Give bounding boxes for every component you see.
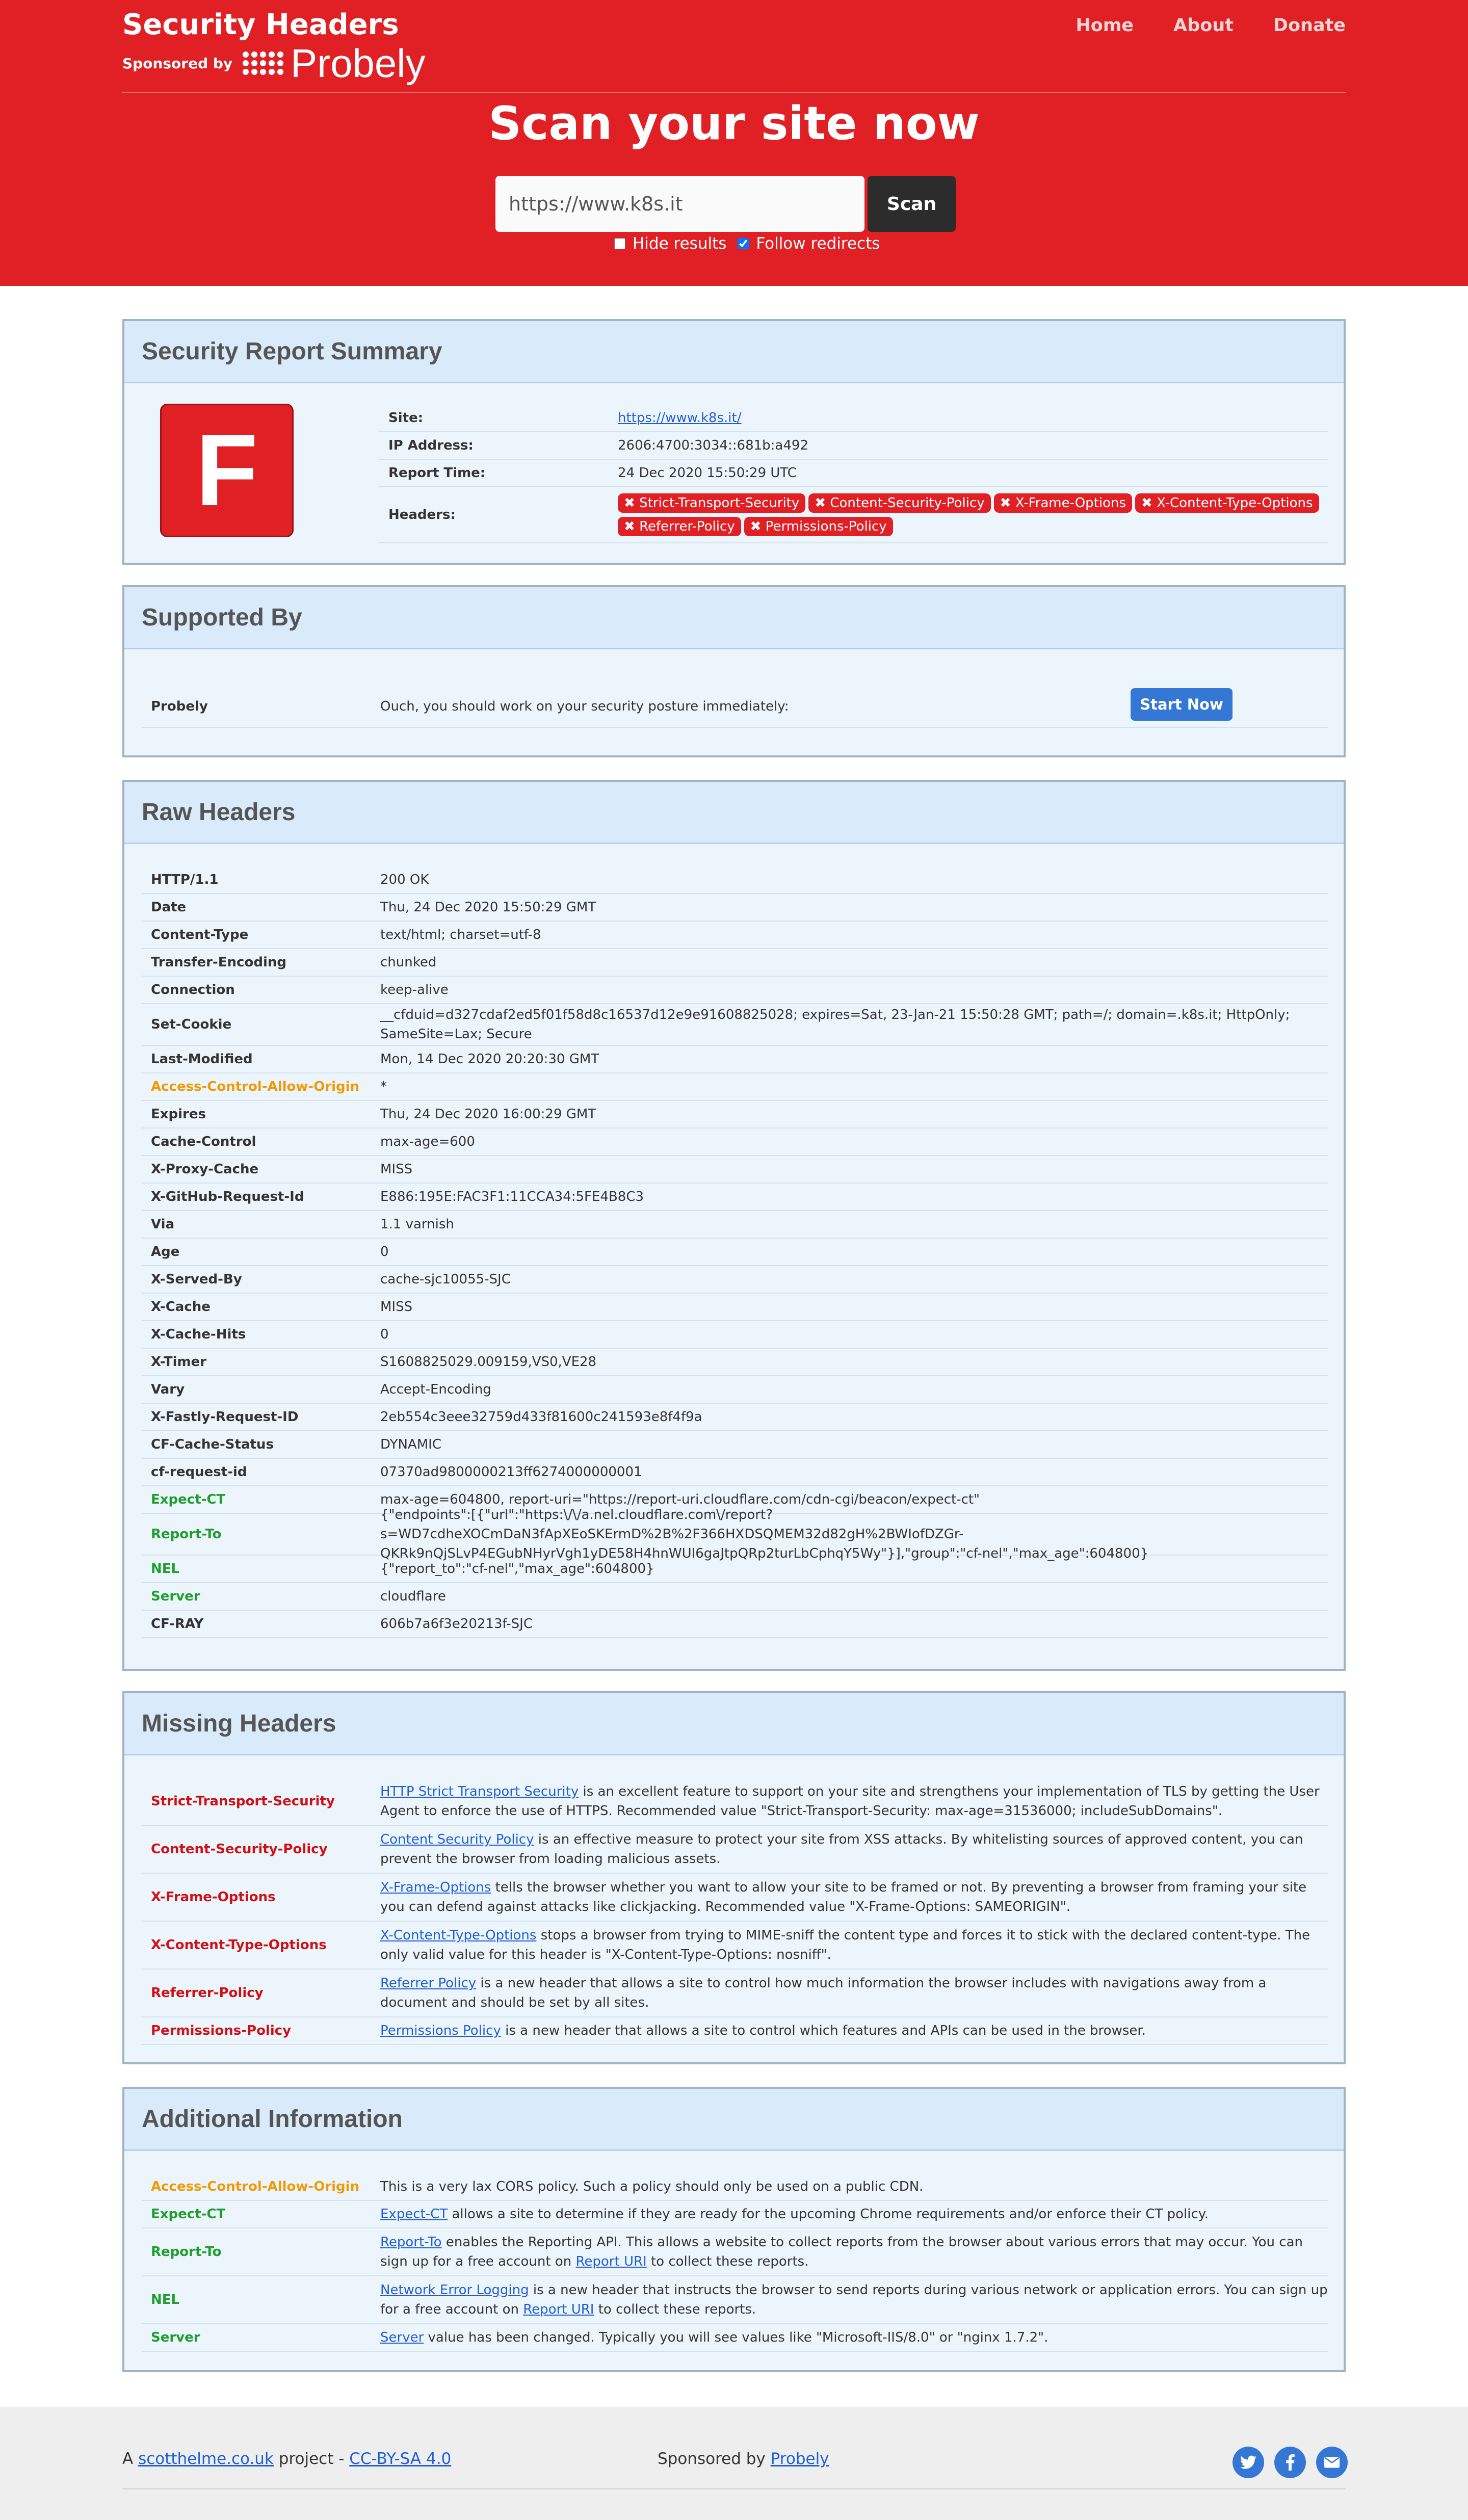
site-logo-title[interactable]: Security Headers [122,8,399,41]
supported-by-panel [122,585,1346,757]
additional-info-text: to collect these reports. [594,2302,756,2317]
cross-icon: ✖ [1141,495,1157,511]
additional-info-name: Access-Control-Allow-Origin [151,2179,360,2194]
additional-info-name: Expect-CT [151,2207,226,2222]
badge-label: X-Frame-Options [1015,495,1126,511]
additional-info-description [380,2233,1328,2271]
raw-header-name: Transfer-Encoding [151,955,286,970]
badge-label: Permissions-Policy [765,519,887,534]
cross-icon: ✖ [1000,495,1015,511]
summary-key: Site: [388,410,424,426]
scan-url-input[interactable] [495,176,864,232]
sponsor-line [122,43,426,84]
raw-header-row [142,1101,1328,1128]
missing-header-doc-link[interactable]: Referrer Policy [380,1976,477,1991]
missing-header-description [380,1974,1328,2012]
raw-header-name: Access-Control-Allow-Origin [151,1079,360,1094]
footer-middle: project - [273,2450,350,2468]
probely-logo-text[interactable]: Probely [291,41,426,86]
hide-results-checkbox[interactable] [614,238,625,249]
missing-header-row [142,1922,1328,1970]
badge-label: Referrer-Policy [639,519,735,534]
additional-info-text: value has been changed. Typically you will see values like "Microsoft-IIS/8.0" or "nginx 1.7.2". [424,2330,1048,2345]
missing-header-name: X-Content-Type-Options [151,1937,327,1953]
additional-info-link[interactable]: Server [380,2330,424,2345]
missing-header-badge [808,493,990,513]
footer-credit [122,2450,451,2468]
raw-header-name: X-Cache-Hits [151,1327,246,1342]
raw-header-row [142,1266,1328,1294]
header-divider [122,92,1346,93]
raw-header-row [142,1046,1328,1073]
raw-header-value: keep-alive [380,982,449,998]
additional-info-row [142,2276,1328,2324]
probely-link[interactable]: Probely [770,2450,829,2468]
raw-header-value: cache-sjc10055-SJC [380,1272,511,1287]
raw-header-name: X-Served-By [151,1272,242,1287]
raw-header-value: 2eb554c3eee32759d433f81600c241593e8f4f9a [380,1409,702,1425]
additional-info-text: enables the Reporting API. This allows a website to collect reports from the browser about various errors that may occur. You can sign up for a free account on [380,2235,1303,2269]
footer-sponsor-prefix: Sponsored by [658,2450,771,2468]
top-nav [1036,15,1346,36]
raw-header-row [142,977,1328,1004]
raw-header-name: X-Cache [151,1299,211,1315]
additional-info-text: is a new header that instructs the browser to send reports during various network or application errors. You can sign up for a free account on [380,2282,1328,2317]
summary-key: Headers: [388,507,456,522]
raw-header-value: 0 [380,1244,389,1259]
missing-header-badge [618,517,741,536]
raw-header-name: X-Timer [151,1354,207,1370]
missing-headers-panel [122,1691,1346,2064]
raw-headers-panel [122,780,1346,1671]
raw-header-value: MISS [380,1299,413,1315]
scan-title: Scan your site now [488,97,980,150]
summary-value: 24 Dec 2020 15:50:29 UTC [618,465,797,481]
raw-header-name: Cache-Control [151,1134,256,1149]
panel-heading: Supported By [124,587,1344,649]
missing-header-description [380,2021,1328,2040]
site-footer [0,2407,1468,2520]
sponsored-by-label: Sponsored by [122,55,233,72]
license-link[interactable]: CC-BY-SA 4.0 [349,2450,452,2468]
raw-header-name: Report-To [151,1527,222,1542]
missing-header-text: stops a browser from trying to MIME-sniff the content type and forces it to stick with the declared content-type. The only valid value for this header is "X-Content-Type-Options: nosniff". [380,1928,1310,1962]
grade-badge: F [160,404,294,537]
raw-header-name: X-GitHub-Request-Id [151,1189,304,1204]
raw-header-row [142,1349,1328,1376]
scan-button[interactable]: Scan [868,176,956,232]
probely-logo-icon[interactable] [243,51,283,75]
missing-header-badge [744,517,893,536]
raw-header-value: * [380,1079,387,1094]
raw-header-name: cf-request-id [151,1464,247,1480]
missing-header-text: is a new header that allows a site to control how much information the browser includes with navigations away from a document and should be set by all sites. [380,1976,1267,2010]
panel-heading: Additional Information [124,2089,1344,2151]
additional-info-description [380,2280,1328,2319]
raw-header-name: NEL [151,1561,180,1577]
email-icon[interactable] [1316,2447,1348,2478]
raw-header-row [142,1239,1328,1266]
nav-donate[interactable]: Donate [1273,15,1346,36]
raw-header-name: X-Proxy-Cache [151,1162,259,1177]
follow-redirects-checkbox[interactable] [738,238,749,249]
missing-header-description [380,1878,1328,1917]
additional-info-description [380,2328,1328,2347]
cross-icon: ✖ [624,495,640,511]
raw-header-name: Connection [151,982,235,998]
footer-divider [122,2488,1346,2489]
raw-header-row [142,1459,1328,1486]
missing-header-doc-link[interactable]: X-Frame-Options [380,1880,491,1895]
raw-header-value: S1608825029.009159,VS0,VE28 [380,1354,597,1370]
additional-info-text: allows a site to determine if they are ready for the upcoming Chrome requirements and/or enforce their CT policy. [448,2207,1209,2222]
raw-header-row [142,867,1328,894]
raw-header-row [142,1004,1328,1046]
raw-header-row [142,1321,1328,1349]
raw-header-row [142,1507,1328,1561]
additional-info-row [142,2173,1328,2201]
twitter-icon[interactable] [1233,2447,1264,2478]
raw-header-name: HTTP/1.1 [151,872,219,887]
summary-value [618,408,1328,428]
additional-info-name: Report-To [151,2244,222,2260]
raw-header-name: Expect-CT [151,1492,226,1507]
additional-information-panel [122,2087,1346,2372]
additional-info-link[interactable]: Network Error Logging [380,2282,529,2298]
raw-header-name: Server [151,1589,200,1604]
missing-header-badge [618,493,805,513]
missing-header-badge [1135,493,1319,513]
raw-header-name: CF-Cache-Status [151,1437,274,1452]
panel-heading: Raw Headers [124,782,1344,844]
raw-header-name: Last-Modified [151,1052,253,1067]
panel-heading: Missing Headers [124,1693,1344,1755]
additional-info-description [380,2204,1328,2224]
raw-header-value: __cfduid=d327cdaf2ed5f01f58d8c16537d12e9e91608825028; expires=Sat, 23-Jan-21 15:50:28 GMT; path=/; domain=.k8s.it; HttpOnly; SameSite=Lax; Secure [380,1007,1290,1042]
additional-info-text: This is a very lax CORS policy. Such a policy should only be used on a public CDN. [380,2179,924,2194]
missing-header-name: Strict-Transport-Security [151,1794,335,1809]
raw-header-row [142,1404,1328,1431]
missing-header-name: X-Frame-Options [151,1889,276,1905]
social-links [1233,2447,1358,2478]
start-now-button[interactable]: Start Now [1131,688,1233,721]
missing-header-name: Content-Security-Policy [151,1842,328,1857]
additional-info-name: NEL [151,2292,180,2307]
missing-header-badge [994,493,1132,513]
cross-icon: ✖ [750,519,766,534]
missing-header-text: is an effective measure to protect your site from XSS attacks. By whitelisting sources of approved content, you can prevent the browser from loading malicious assets. [380,1832,1303,1867]
supporter-message: Ouch, you should work on your security posture immediately: [380,699,789,714]
follow-redirects-option[interactable] [738,234,880,253]
raw-header-value: Thu, 24 Dec 2020 15:50:29 GMT [380,900,596,915]
missing-header-row [142,1970,1328,2017]
raw-header-value: Thu, 24 Dec 2020 16:00:29 GMT [380,1107,596,1122]
nav-home[interactable]: Home [1076,15,1134,36]
additional-info-row [142,2324,1328,2352]
additional-info-row [142,2228,1328,2276]
cross-icon: ✖ [815,495,830,511]
panel-heading: Security Report Summary [124,321,1344,383]
raw-header-row [142,1184,1328,1211]
raw-header-value: Mon, 14 Dec 2020 20:20:30 GMT [380,1052,599,1067]
raw-header-value: max-age=600 [380,1134,475,1149]
summary-value: 2606:4700:3034::681b:a492 [618,438,808,453]
additional-information-table [142,2173,1328,2352]
additional-info-link[interactable]: Expect-CT [380,2207,448,2222]
raw-header-value: MISS [380,1162,413,1177]
scotthelme-link[interactable]: scotthelme.co.uk [138,2450,274,2468]
raw-header-value: chunked [380,955,437,970]
raw-header-name: Age [151,1244,180,1259]
badge-label: Content-Security-Policy [830,495,985,511]
raw-header-value: 1.1 varnish [380,1217,454,1232]
raw-header-value: 0 [380,1327,389,1342]
hide-results-option[interactable] [614,234,726,253]
footer-sponsor [658,2450,829,2468]
badge-label: Strict-Transport-Security [639,495,800,511]
raw-header-value: cloudflare [380,1589,446,1604]
facebook-icon[interactable] [1274,2447,1306,2478]
raw-header-value: 07370ad9800000213ff6274000000001 [380,1464,642,1480]
summary-table [379,405,1328,543]
raw-header-name: Vary [151,1382,185,1397]
footer-prefix: A [122,2450,139,2468]
report-uri-link[interactable]: Report URI [523,2302,594,2317]
raw-header-value: 606b7a6f3e20213f-SJC [380,1616,533,1632]
missing-header-badges [618,491,1328,538]
cross-icon: ✖ [624,519,640,534]
raw-header-name: Set-Cookie [151,1017,232,1032]
raw-header-row [142,1583,1328,1611]
raw-header-row [142,949,1328,977]
raw-headers-table [142,867,1328,1638]
summary-row [379,405,1328,432]
missing-header-row [142,1874,1328,1922]
raw-header-row [142,1156,1328,1184]
raw-header-value: Accept-Encoding [380,1382,491,1397]
missing-header-doc-link[interactable]: X-Content-Type-Options [380,1928,537,1943]
raw-header-row [142,1611,1328,1638]
scan-options [614,234,891,253]
missing-header-doc-link[interactable]: HTTP Strict Transport Security [380,1784,579,1799]
missing-header-row [142,1826,1328,1874]
missing-header-text: tells the browser whether you want to allow your site to be framed or not. By preventing a browser from framing your site you can defend against attacks like clickjacking. Recommended value "X-Frame-Options: SAMEORIGIN". [380,1880,1307,1914]
raw-header-row [142,1376,1328,1404]
raw-header-row [142,922,1328,949]
missing-header-doc-link[interactable]: Content Security Policy [380,1832,534,1847]
raw-header-value: DYNAMIC [380,1437,441,1452]
hide-results-label: Hide results [633,234,727,253]
additional-info-description [380,2177,1328,2196]
summary-key: IP Address: [388,438,474,453]
summary-key: Report Time: [388,465,486,481]
raw-header-row [142,894,1328,922]
raw-header-name: X-Fastly-Request-ID [151,1409,299,1425]
raw-header-value: E886:195E:FAC3F1:11CCA34:5FE4B8C3 [380,1189,644,1204]
raw-header-value: max-age=604800, report-uri="https://report-uri.cloudflare.com/cdn-cgi/beacon/expect-ct" [380,1492,980,1507]
missing-header-description [380,1830,1328,1869]
summary-row [379,487,1328,543]
follow-redirects-label: Follow redirects [756,234,880,253]
missing-header-text: is a new header that allows a site to control which features and APIs can be used in the browser. [501,2023,1146,2038]
summary-row [379,460,1328,487]
missing-header-doc-link[interactable]: Permissions Policy [380,2023,501,2038]
site-link[interactable]: https://www.k8s.it/ [618,410,742,426]
raw-header-name: Content-Type [151,927,249,942]
additional-info-text: to collect these reports. [646,2254,809,2269]
raw-header-name: Expires [151,1107,206,1122]
raw-header-value: 200 OK [380,872,429,887]
missing-header-text: is an excellent feature to support on your site and strengthens your implementation of TLS by getting the User Agent to enforce the use of HTTPS. Recommended value "Strict-Transport-Security: max-age=31536000; includeSubDomains". [380,1784,1320,1819]
additional-info-name: Server [151,2330,200,2345]
missing-header-row [142,1778,1328,1826]
raw-header-value: {"report_to":"cf-nel","max_age":604800} [380,1561,654,1577]
supporter-name: Probely [151,699,208,714]
raw-header-row [142,1294,1328,1321]
raw-header-row [142,1431,1328,1459]
raw-header-value: text/html; charset=utf-8 [380,927,541,942]
raw-header-row [142,1128,1328,1156]
missing-header-description [380,1782,1328,1821]
additional-info-link[interactable]: Report-To [380,2235,442,2250]
raw-header-name: Via [151,1217,175,1232]
raw-header-row [142,1073,1328,1101]
report-uri-link[interactable]: Report URI [575,2254,647,2269]
summary-row [379,432,1328,460]
missing-header-description [380,1926,1328,1964]
raw-header-name: CF-RAY [151,1616,204,1632]
additional-info-row [142,2201,1328,2228]
raw-header-name: Date [151,900,187,915]
security-report-summary-panel [122,319,1346,565]
missing-header-name: Referrer-Policy [151,1985,264,2001]
site-header [0,0,1468,286]
missing-headers-table [142,1778,1328,2045]
nav-about[interactable]: About [1173,15,1234,36]
missing-header-name: Permissions-Policy [151,2023,292,2038]
raw-header-value: {"endpoints":[{"url":"https:\/\/a.nel.cloudflare.com\/report?s=WD7cdheXOCmDaN3fApXEoSKErmD%2B%2F366HXDSQMEM32d82gH%2BWIofDZGr-QKRk9nQjSLvP4EGubNHyrVgh1yDE58H4hnWUI6gaJtpQRp2turLbCphqY5Wy"}],"group":"cf-nel","max_age":604800} [380,1507,1149,1561]
raw-header-row [142,1556,1328,1583]
missing-header-row [142,2017,1328,2045]
raw-header-row [142,1211,1328,1239]
badge-label: X-Content-Type-Options [1157,495,1313,511]
